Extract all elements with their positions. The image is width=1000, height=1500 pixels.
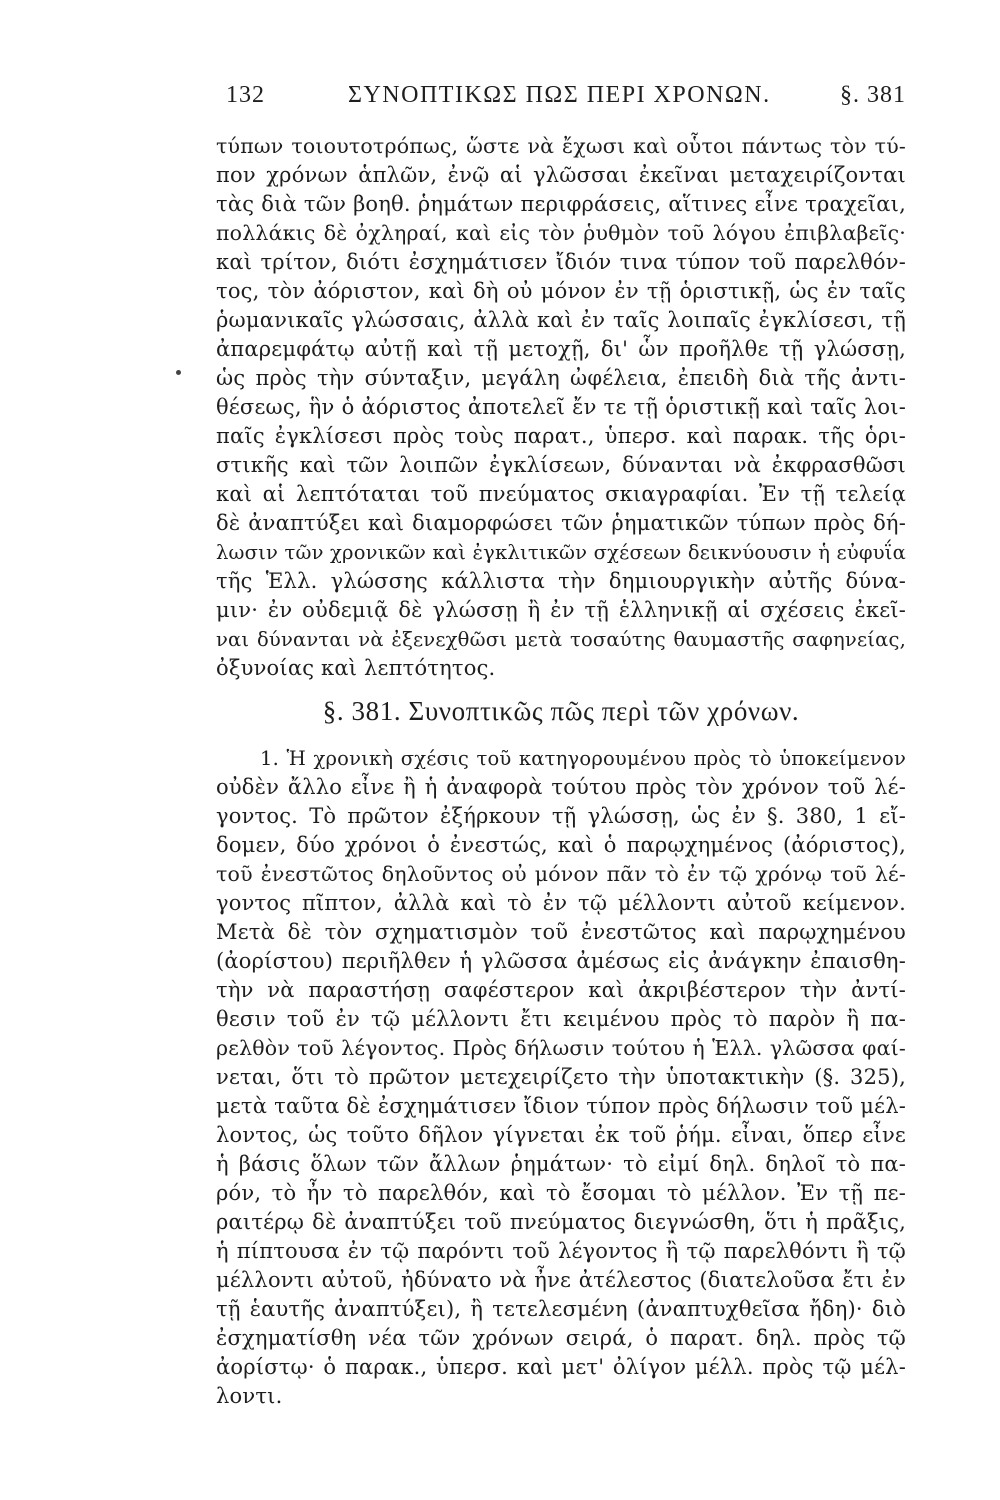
text-line: 1. Ἡ χρονικὴ σχέσις τοῦ κατηγορουμένου πρὸς τὸ ὑποκείμενον	[260, 747, 906, 770]
text-line: ἀορίστῳ· ὁ παρακ., ὑπερσ. καὶ μετ' ὀλίγον μέλλ. πρὸς τῷ μέλ-	[216, 1355, 906, 1379]
text-line: μιν· ἐν οὐδεμιᾷ δὲ γλώσσῃ ἢ ἐν τῇ ἑλληνικῇ αἱ σχέσεις ἐκεῖ-	[216, 598, 906, 622]
text-block-continued	[216, 132, 906, 683]
text-block-section-381	[216, 744, 906, 1411]
text-line: οὐδὲν ἄλλο εἶνε ἢ ἡ ἀναφορὰ τούτου πρὸς τὸν χρόνον τοῦ λέ-	[216, 775, 906, 799]
text-line: μετὰ ταῦτα δὲ ἐσχημάτισεν ἴδιον τύπον πρὸς δήλωσιν τοῦ μέλ-	[216, 1094, 906, 1118]
section-reference: §. 381	[840, 82, 906, 108]
text-line: καὶ αἱ λεπτόταται τοῦ πνεύματος σκιαγραφίαι. Ἐν τῇ τελείᾳ	[216, 482, 906, 506]
text-line: ὡς πρὸς τὴν σύνταξιν, μεγάλη ὠφέλεια, ἐπειδὴ διὰ τῆς ἀντι-	[216, 366, 906, 390]
text-line: μέλλοντι αὐτοῦ, ἠδύνατο νὰ ἦνε ἀτέλεστος (διατελοῦσα ἔτι ἐν	[216, 1268, 906, 1292]
text-line: λοντι.	[216, 1384, 283, 1408]
text-line: ἡ πίπτουσα ἐν τῷ παρόντι τοῦ λέγοντος ἢ τῷ παρελθόντι ἢ τῷ	[216, 1239, 906, 1263]
text-line: νεται, ὅτι τὸ πρῶτον μετεχειρίζετο τὴν ὑποτακτικὴν (§. 325),	[216, 1065, 906, 1089]
text-line: τύπων τοιουτοτρόπως, ὥστε νὰ ἔχωσι καὶ οὗτοι πάντως τὸν τύ-	[216, 134, 906, 158]
text-line: θεσιν τοῦ ἐν τῷ μέλλοντι ἔτι κειμένου πρὸς τὸ παρὸν ἢ πα-	[216, 1007, 906, 1031]
stray-ink-dot	[176, 370, 181, 375]
text-line: πολλάκις δὲ ὀχληραί, καὶ εἰς τὸν ῥυθμὸν τοῦ λόγου ἐπιβλαβεῖς·	[216, 221, 906, 245]
text-line: τος, τὸν ἀόριστον, καὶ δὴ οὐ μόνον ἐν τῇ ὁριστικῇ, ὡς ἐν ταῖς	[216, 279, 906, 303]
text-line: θέσεως, ἣν ὁ ἀόριστος ἀποτελεῖ ἔν τε τῇ ὁριστικῇ καὶ ταῖς λοι-	[216, 395, 906, 419]
text-line: ῥωμανικαῖς γλώσσαις, ἀλλὰ καὶ ἐν ταῖς λοιπαῖς ἐγκλίσεσι, τῇ	[216, 308, 906, 332]
text-line: ἡ βάσις ὅλων τῶν ἄλλων ῥημάτων· τὸ εἰμί δηλ. δηλοῖ τὸ πα-	[216, 1152, 906, 1176]
running-head	[216, 82, 906, 116]
text-line: λοντος, ὡς τοῦτο δῆλον γίγνεται ἐκ τοῦ ῥήμ. εἶναι, ὅπερ εἶνε	[216, 1123, 906, 1147]
text-line: λωσιν τῶν χρονικῶν καὶ ἐγκλιτικῶν σχέσεων δεικνύουσιν ἡ εὐφυΐα	[216, 541, 906, 564]
text-line: τὰς διὰ τῶν βοηθ. ῥημάτων περιφράσεις, αἵτινες εἶνε τραχεῖαι,	[216, 192, 906, 216]
text-line: ἐσχηματίσθη νέα τῶν χρόνων σειρά, ὁ παρατ. δηλ. πρὸς τῷ	[216, 1326, 906, 1350]
text-line: ὀξυνοίας καὶ λεπτότητος.	[216, 656, 496, 680]
section-heading: §. 381. Συνοπτικῶς πῶς περὶ τῶν χρόνων.	[322, 696, 800, 726]
text-line: ρελθὸν τοῦ λέγοντος. Πρὸς δήλωσιν τούτου ἡ Ἑλλ. γλῶσσα φαί-	[216, 1036, 906, 1060]
text-line: ρόν, τὸ ἦν τὸ παρελθόν, καὶ τὸ ἔσομαι τὸ μέλλον. Ἐν τῇ πε-	[216, 1181, 906, 1205]
text-line: παῖς ἐγκλίσεσι πρὸς τοὺς παρατ., ὑπερσ. καὶ παρακ. τῆς ὁρι-	[216, 424, 906, 448]
text-line: τοῦ ἐνεστῶτος δηλοῦντος οὐ μόνον πᾶν τὸ ἐν τῷ χρόνῳ τοῦ λέ-	[216, 862, 906, 886]
text-line: Μετὰ δὲ τὸν σχηματισμὸν τοῦ ἐνεστῶτος καὶ παρῳχημένου	[216, 920, 906, 944]
text-line: τὴν νὰ παραστήσῃ σαφέστερον καὶ ἀκριβέστερον τὴν ἀντί-	[216, 978, 906, 1002]
text-line: δὲ ἀναπτύξει καὶ διαμορφώσει τῶν ῥηματικῶν τύπων πρὸς δή-	[216, 511, 906, 535]
page-number: 132	[226, 82, 265, 108]
text-line: γοντος πῖπτον, ἀλλὰ καὶ τὸ ἐν τῷ μέλλοντι αὐτοῦ κείμενον.	[216, 891, 906, 915]
text-line: γοντος. Τὸ πρῶτον ἐξήρκουν τῇ γλώσσῃ, ὡς ἐν §. 380, 1 εἴ-	[216, 804, 906, 828]
text-line: (ἀορίστου) περιῆλθεν ἡ γλῶσσα ἀμέσως εἰς ἀνάγκην ἐπαισθη-	[216, 949, 906, 973]
text-line: πον χρόνων ἁπλῶν, ἐνῷ αἱ γλῶσσαι ἐκεῖναι μεταχειρίζονται	[216, 163, 906, 187]
text-line: τῆς Ἑλλ. γλώσσης κάλλιστα τὴν δημιουργικὴν αὐτῆς δύνα-	[216, 569, 906, 593]
text-line: στικῆς καὶ τῶν λοιπῶν ἐγκλίσεων, δύνανται νὰ ἐκφρασθῶσι	[216, 453, 906, 477]
text-line: ἀπαρεμφάτῳ αὐτῇ καὶ τῇ μετοχῇ, δι' ὧν προῆλθε τῇ γλώσσῃ,	[216, 337, 906, 361]
text-line: δομεν, δύο χρόνοι ὁ ἐνεστώς, καὶ ὁ παρῳχημένος (ἀόριστος),	[216, 833, 906, 857]
running-title: ΣΥΝΟΠΤΙΚΩΣ ΠΩΣ ΠΕΡΙ ΧΡΟΝΩΝ.	[348, 82, 771, 108]
text-line: ραιτέρῳ δὲ ἀναπτύξει τοῦ πνεύματος διεγνώσθη, ὅτι ἡ πρᾶξις,	[216, 1210, 906, 1234]
text-line: τῇ ἑαυτῆς ἀναπτύξει), ἢ τετελεσμένη (ἀναπτυχθεῖσα ἤδη)· διὸ	[216, 1297, 906, 1321]
text-line: καὶ τρίτον, διότι ἐσχημάτισεν ἴδιόν τινα τύπον τοῦ παρελθόν-	[216, 250, 906, 274]
text-line: ναι δύνανται νὰ ἐξενεχθῶσι μετὰ τοσαύτης θαυμαστῆς σαφηνείας,	[216, 628, 906, 651]
